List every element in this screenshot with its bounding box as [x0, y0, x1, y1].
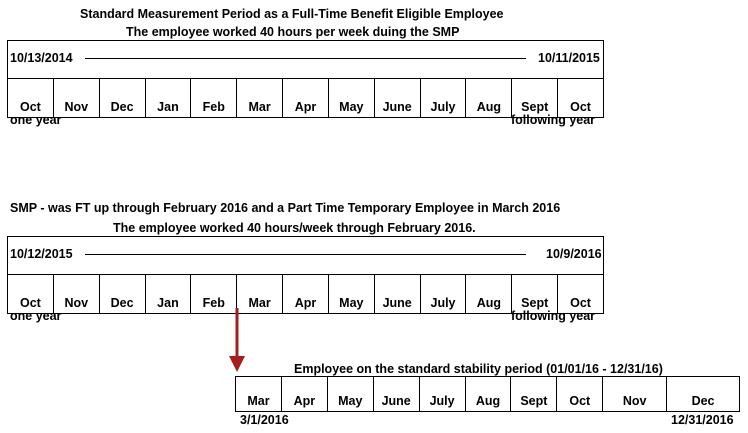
month-cell: Jan: [146, 78, 192, 117]
month-cell: June: [375, 78, 421, 117]
month-cell: Aug: [466, 78, 512, 117]
section2-start-date: 10/12/2015: [10, 247, 73, 261]
month-cell: June: [375, 274, 421, 313]
section3-end-date: 12/31/2016: [671, 413, 734, 427]
month-cell: Apr: [282, 377, 328, 411]
month-cell: Mar: [236, 377, 282, 411]
section2-date-bar: [7, 236, 604, 275]
section1-start-date: 10/13/2014: [10, 51, 73, 65]
section1-date-bar: [7, 40, 604, 79]
month-cell: May: [329, 78, 375, 117]
month-cell: July: [420, 377, 466, 411]
month-cell: Oct: [8, 78, 54, 117]
month-cell: Mar: [237, 78, 283, 117]
month-cell: July: [421, 78, 467, 117]
section3-month-row: [235, 376, 740, 412]
section1-title-line2: The employee worked 40 hours per week duing the SMP: [126, 25, 460, 39]
section2-title-line2: The employee worked 40 hours/week through February 2016.: [113, 221, 476, 235]
month-cell: July: [421, 274, 467, 313]
section1-span-line: [85, 58, 526, 59]
section2-left-note: one year: [10, 309, 62, 323]
section2-end-date: 10/9/2016: [546, 247, 602, 261]
month-cell: Oct: [570, 296, 591, 310]
month-cell: Dec: [100, 274, 146, 313]
month-cell: May: [328, 377, 374, 411]
month-cell: Apr: [283, 274, 329, 313]
month-cell: Nov: [54, 274, 100, 313]
month-cell: Jan: [146, 274, 192, 313]
month-cell: Feb: [191, 78, 237, 117]
month-cell: Nov: [54, 78, 100, 117]
section3-start-date: 3/1/2016: [240, 413, 289, 427]
month-cell: Dec: [100, 78, 146, 117]
month-cell: Oct: [557, 377, 603, 411]
section2-month-row: [7, 274, 604, 314]
month-cell: Sept: [512, 78, 558, 117]
month-cell: Oct: [570, 100, 591, 114]
section2-title-line1: SMP - was FT up through February 2016 and a Part Time Temporary Employee in March 2016: [10, 201, 561, 215]
section1-month-row: [7, 78, 604, 118]
month-cell: Dec: [691, 394, 715, 408]
section1-title-line1: Standard Measurement Period as a Full-Time Benefit Eligible Employee: [80, 7, 504, 21]
month-cell: Apr: [283, 78, 329, 117]
month-cell: Sept: [512, 274, 558, 313]
month-cell: Nov: [603, 377, 667, 411]
section2-span-line: [85, 254, 526, 255]
month-cell: May: [329, 274, 375, 313]
month-cell: Sept: [511, 377, 557, 411]
month-cell: Oct: [8, 274, 54, 313]
down-arrow-icon: [226, 308, 248, 374]
month-cell: Feb: [191, 274, 237, 313]
section2-right-note: following year: [511, 309, 596, 323]
section1-left-note: one year: [10, 113, 62, 127]
section1-end-date: 10/11/2015: [538, 51, 600, 65]
section1-right-note: following year: [511, 113, 596, 127]
month-cell: June: [374, 377, 420, 411]
month-cell: Mar: [237, 274, 283, 313]
month-cell: Aug: [466, 377, 512, 411]
section3-title: Employee on the standard stability period (01/01/16 - 12/31/16): [294, 362, 663, 376]
month-cell: Aug: [466, 274, 512, 313]
